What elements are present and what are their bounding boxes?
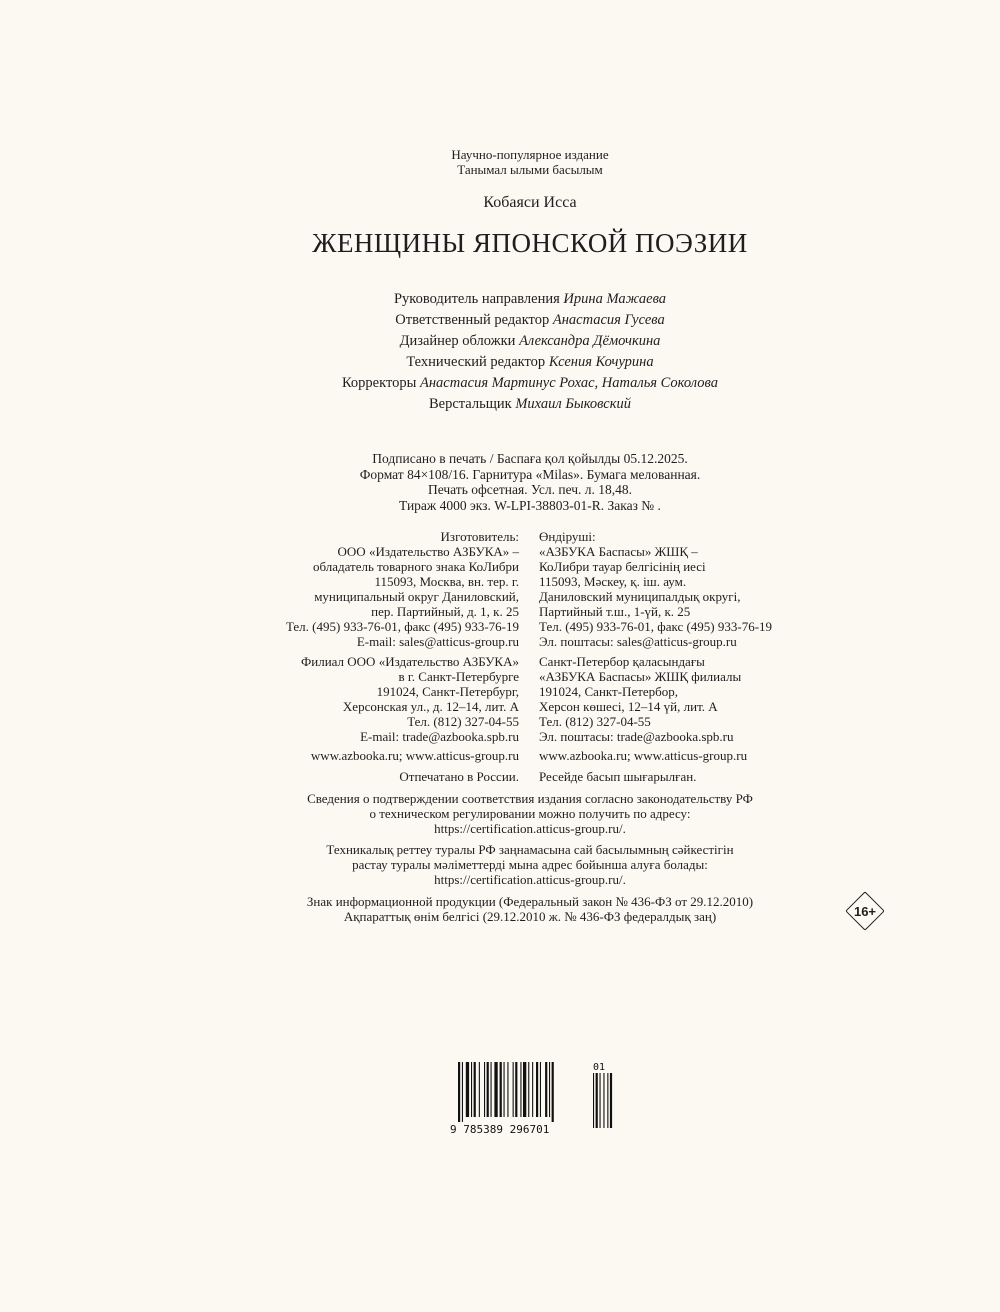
credit-line: Корректоры Анастасия Мартинус Рохас, Наталья Соколова [341, 375, 718, 391]
barcode-addon: 01 [593, 1062, 606, 1073]
print-info-line: Тираж 4000 экз. W-LPI-38803-01-R. Заказ № . [399, 497, 661, 513]
isbn-barcode [448, 1060, 618, 1135]
barcode-digits: 9 785389 296701 [450, 1123, 550, 1135]
info-sign: Знак информационной продукции (Федеральный закон № 436-ФЗ от 29.12.2010) Ақпараттық өнім белгісі (29.12.2010 ж. № 436-ФЗ федералдық заң) [306, 894, 754, 924]
credit-line: Дизайнер обложки Александра Дёмочкина [399, 333, 661, 349]
credits-block [230, 289, 830, 415]
website-ru: www.azbooka.ru; www.atticus-group.ru [310, 748, 519, 763]
manufacturer-ru: Изготовитель: ООО «Издательство АЗБУКА» – обладатель товарного знака КоЛибри 115093, Москва, вн. тер. г. муниципальный округ Даниловский, пер. Партийный, д. 1, к. 25 Тел. (495) 933-76-01, факс (495) 933-76-19 E-mail: sales@atticus-group.ru [285, 529, 519, 649]
print-info-line: Формат 84×108/16. Гарнитура «Milas». Бумага мелованная. [359, 466, 701, 482]
printed-kz: Ресейде басып шығарылған. [539, 769, 697, 784]
author: Кобаяси Исса [483, 194, 577, 211]
certification-kz: Техникалық реттеу туралы РФ заңнамасына сай басылымның сәйкестігін растау туралы мәліметтерді мына адрес бойынша алуға болады: https://certification.atticus-group.ru/. [326, 842, 734, 887]
manufacturer-kz: Өндіруші: «АЗБУКА Баспасы» ЖШҚ – КоЛибри тауар белгісінің иесі 115093, Мәскеу, қ. іш. аум. Даниловский муниципалдық округі, Партийный т.ш., 1-үй, к. 25 Тел. (495) 933-76-01, факс (495) 933-76-19 Эл. поштасы: sales@atticus-group.ru [539, 529, 773, 649]
credit-line: Ответственный редактор Анастасия Гусева [395, 312, 665, 328]
age-rating-label: 16+ [853, 903, 877, 919]
credit-line: Технический редактор Ксения Кочурина [406, 354, 654, 370]
publication-type [230, 147, 830, 177]
print-info-line: Печать офсетная. Усл. печ. л. 18,48. [427, 482, 633, 497]
print-info [230, 451, 830, 513]
branch-ru: Филиал ООО «Издательство АЗБУКА» в г. Санкт-Петербурге 191024, Санкт-Петербург, Херсонская ул., д. 12–14, лит. А Тел. (812) 327-04-55 E-mail: trade@azbooka.spb.ru [300, 654, 519, 744]
certification-ru: Сведения о подтверждении соответствия издания согласно законодательству РФ о техническом регулировании можно получить по адресу: https://certification.atticus-group.ru/. [307, 791, 753, 836]
printed-ru: Отпечатано в России. [399, 769, 519, 784]
age-rating-badge [846, 892, 884, 930]
credit-line: Верстальщик Михаил Быковский [428, 396, 632, 412]
publication-type-kz: Танымал ылыми басылым [457, 162, 603, 177]
branch-kz: Санкт-Петербор қаласындағы «АЗБУКА Баспасы» ЖШҚ филиалы 191024, Санкт-Петербор, Херсон көшесі, 12–14 үй, лит. А Тел. (812) 327-04-55 Эл. поштасы: trade@azbooka.spb.ru [539, 654, 742, 744]
publication-type-ru: Научно-популярное издание [451, 147, 609, 162]
website-kz: www.azbooka.ru; www.atticus-group.ru [539, 748, 748, 763]
print-info-line: Подписано в печать / Баспаға қол қойылды 05.12.2025. [372, 451, 688, 466]
book-title: ЖЕНЩИНЫ ЯПОНСКОЙ ПОЭЗИИ [312, 228, 748, 258]
credit-line: Руководитель направления Ирина Мажаева [393, 291, 667, 307]
